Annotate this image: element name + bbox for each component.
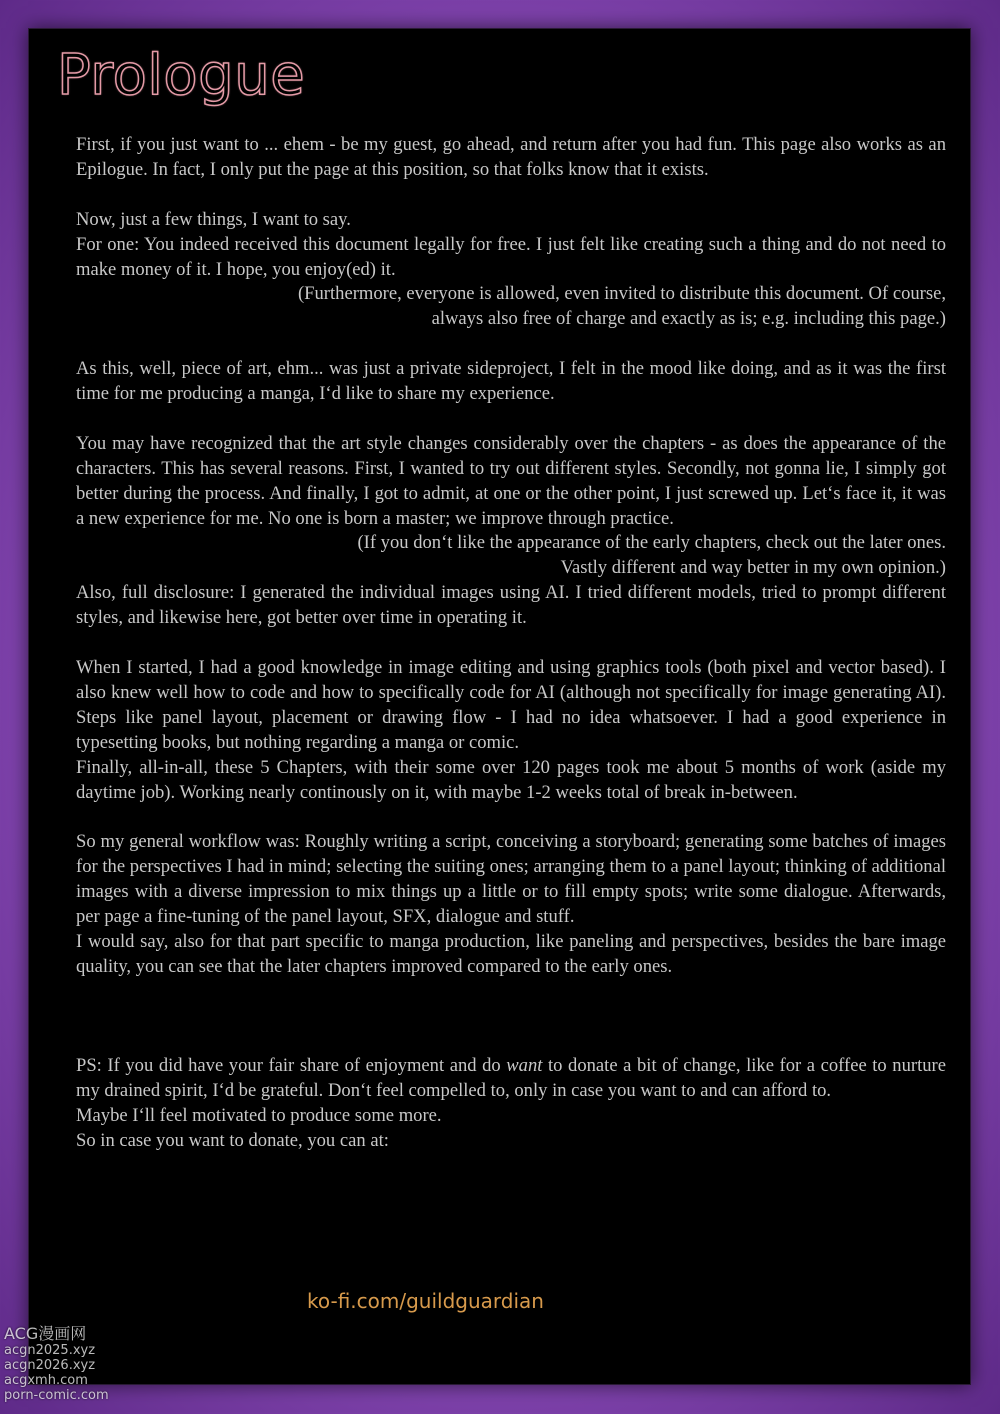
paragraph-few-things: Now, just a few things, I want to say.: [76, 208, 351, 230]
paragraph-free: For one: You indeed received this document legally for free. I just felt like creating such a thing and do not need to make money of it. I hope, you enjoy(ed) it.: [76, 233, 946, 280]
watermark-line: acgn2026.xyz: [4, 1358, 96, 1373]
paragraph-early-chapters-1: (If you don‘t like the appearance of the early chapters, check out the later ones.: [357, 532, 946, 554]
paragraph-ai-disclosure: Also, full disclosure: I generated the individual images using AI. I tried different models, tried to prompt different styles, and likewise here, got better over time in operating it.: [76, 582, 946, 629]
paragraph-sideproject: As this, well, piece of art, ehm... was just a private sideproject, I felt in the mood like doing, and as it was the first time for me producing a manga, I‘d like to share my experience.: [76, 358, 946, 405]
paragraph-early-chapters-2: Vastly different and way better in my own opinion.): [560, 557, 946, 579]
paragraph-donate: So in case you want to donate, you can at:: [76, 1130, 389, 1152]
ps-text-end: to donate a bit of change, like for a coffee to nurture my drained spirit, I‘d be grateful. Don‘t feel compelled to, only in case you want to and can afford to.: [76, 1055, 946, 1102]
watermark-line: porn-comic.com: [4, 1388, 109, 1403]
paragraph-all-in-all: Finally, all-in-all, these 5 Chapters, with their some over 120 pages took me about 5 months of work (aside my daytime job). Working nearly continously on it, with maybe 1-2 weeks total of break in-between.: [76, 756, 946, 803]
watermark-line: acgxmh.com: [4, 1373, 88, 1388]
paragraph-ps: [76, 1054, 946, 1104]
paragraph-art-style: You may have recognized that the art style changes considerably over the chapters - as does the appearance of the characters. This has several reasons. First, I wanted to try out different styles. Secondly, not gonna lie, I simply got better during the process. And finally, I got to admit, at one or the other point, I just screwed up. Let‘s face it, it was a new experience for me. No one is born a master; we improve through practice.: [76, 432, 946, 529]
paragraph-improved: I would say, also for that part specific to manga production, like paneling and perspectives, besides the bare image quality, you can see that the later chapters improved compared to the early ones.: [76, 930, 946, 977]
watermark: [4, 1324, 109, 1403]
page-title: Prologue: [57, 43, 306, 108]
paragraph-distribute-1: (Furthermore, everyone is allowed, even invited to distribute this document. Of course,: [297, 283, 946, 305]
paragraph-workflow: So my general workflow was: Roughly writing a script, conceiving a storyboard; generating some batches of images for the perspectives I had in mind; selecting the suiting ones; arranging them to a panel layout; thinking of additional images with a diverse impression to mix things up a little or to fill empty spots; write some dialogue. Afterwards, per page a fine-tuning of the panel layout, SFX, dialogue and stuff.: [76, 831, 946, 928]
paragraph-started: When I started, I had a good knowledge in image editing and using graphics tools (both pixel and vector based). I also knew well how to code and how to specifically code for AI (although not specifically for image generating AI). Steps like panel layout, placement or drawing flow - I had no idea whatsoever. I had a good experience in typesetting books, but nothing regarding a manga or comic.: [76, 656, 946, 753]
ps-text-start: PS: If you did have your fair share of enjoyment and do: [76, 1055, 507, 1077]
body-text: [76, 133, 946, 1154]
paragraph-motivated: Maybe I‘ll feel motivated to produce some more.: [76, 1105, 442, 1127]
page: [28, 28, 971, 1385]
ps-emphasis: want: [506, 1055, 543, 1077]
paragraph-distribute-2: always also free of charge and exactly as is; e.g. including this page.): [431, 308, 946, 330]
watermark-line: acgn2025.xyz: [4, 1343, 96, 1358]
paragraph-intro: First, if you just want to ... ehem - be my guest, go ahead, and return after you had fun. This page also works as an Epilogue. In fact, I only put the page at this position, so that folks know that it exists.: [76, 134, 946, 180]
donation-link[interactable]: ko-fi.com/guildguardian: [307, 1289, 544, 1313]
watermark-line: ACG漫画网: [4, 1324, 87, 1343]
